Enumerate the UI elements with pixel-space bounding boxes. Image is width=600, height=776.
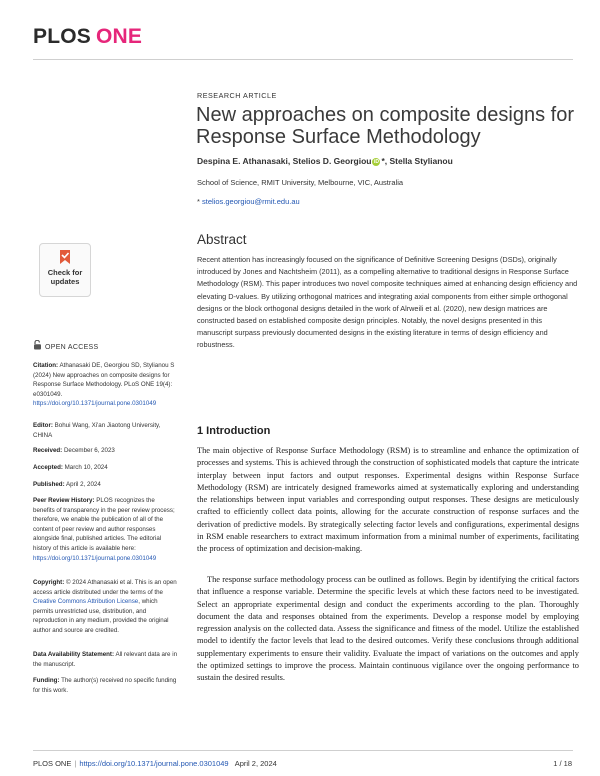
- abstract-text: Recent attention has increasingly focused on the significance of Definitive Screening Designs (DSDs), originally introduced by Jones and Nachtsheim (2011), as a compelling alternative to traditional designs in Response Surface Methodology (RSM). This paper introduces two novel composite techniques aimed at enhancing design efficiency and elevating D-values. By utilizing orthogonal matrices and integrating axial components from either simple orthogonal designs or the block orthogonal designs detailed in the work of Alrweili et al. (2020), new design matrices are constructed based on established composite design principles. Notably, the novel designs presented in this manuscript surpass previously documented designs in the existing literature in terms of design efficiency and robustness.: [197, 255, 578, 350]
- affiliation: School of Science, RMIT University, Melbourne, VIC, Australia: [197, 178, 404, 187]
- copyright-block: [33, 578, 178, 636]
- article-title: New approaches on composite designs for Response Surface Methodology: [196, 104, 574, 148]
- citation-text: Athanasaki DE, Georgiou SD, Stylianou S (2024) New approaches on composite designs for Response Surface Methodology. PLoS ONE 19(4): e0301049.: [33, 362, 175, 398]
- article-type: RESEARCH ARTICLE: [197, 91, 277, 100]
- citation-block: [33, 361, 178, 409]
- data-availability-block: [33, 650, 178, 669]
- logo-one: ONE: [95, 25, 143, 48]
- accepted-date: March 10, 2024: [64, 464, 108, 471]
- correspondence-marker: *: [197, 197, 203, 206]
- page-number: 1 / 18: [553, 759, 572, 768]
- journal-logo[interactable]: [33, 25, 142, 49]
- peer-review-link[interactable]: https://doi.org/10.1371/journal.pone.0301049: [33, 554, 157, 562]
- citation-doi-link[interactable]: https://doi.org/10.1371/journal.pone.0301049: [33, 400, 157, 408]
- funding-text: The author(s) received no specific funding for this work.: [33, 677, 177, 694]
- corresponding-marker: *,: [381, 156, 390, 166]
- open-lock-icon: [33, 340, 42, 350]
- copyright-label: Copyright:: [33, 579, 65, 586]
- copyright-text1: © 2024 Athanasaki et al. This is an open access article distributed under the terms of the: [33, 579, 177, 596]
- accepted-label: Accepted:: [33, 464, 63, 471]
- funding-label: Funding:: [33, 677, 60, 684]
- correspondence-email[interactable]: stelios.georgiou@rmit.edu.au: [202, 197, 300, 206]
- abstract-heading: Abstract: [197, 232, 247, 247]
- introduction-heading: 1 Introduction: [197, 425, 271, 437]
- peer-review-text: PLOS recognizes the benefits of transparency in the peer review process; therefore, we enable the publication of all of the content of peer review and author responses alongside final, published articles. The editorial history of this article is available here:: [33, 497, 175, 552]
- peer-review-label: Peer Review History:: [33, 497, 95, 504]
- footer-journal: PLOS ONE: [33, 759, 72, 768]
- published-block: [33, 480, 178, 490]
- page-footer: [33, 759, 277, 768]
- editor-label: Editor:: [33, 422, 53, 429]
- badge-text: [40, 268, 90, 286]
- open-access-text: OPEN ACCESS: [45, 344, 99, 351]
- published-date: April 2, 2024: [66, 481, 101, 488]
- copyright-text2: , which permits unrestricted use, distribution, and reproduction in any medium, provided the original author and source are credited.: [33, 598, 169, 634]
- orcid-icon[interactable]: iD: [373, 158, 379, 165]
- footer-divider: [33, 750, 573, 751]
- check-for-updates-badge[interactable]: [39, 243, 91, 297]
- received-block: [33, 446, 178, 456]
- open-access-label: [33, 340, 98, 351]
- editor-text: Bohui Wang, Xi'an Jiaotong University, CHINA: [33, 422, 161, 439]
- author-list: [197, 156, 453, 166]
- correspondence: [197, 197, 300, 206]
- footer-doi-link[interactable]: https://doi.org/10.1371/journal.pone.0301049: [79, 759, 229, 768]
- received-label: Received:: [33, 447, 63, 454]
- footer-date: April 2, 2024: [234, 759, 277, 768]
- logo-plos: PLOS: [33, 25, 91, 48]
- authors-last: Stella Stylianou: [389, 156, 453, 166]
- intro-paragraph-2: The response surface methodology process can be outlined as follows. Begin by identifying the critical factors that influence a response variable. Determine the specific levels at which these factors need to be investigated. Select an appropriate experimental design and conduct the experiments according to the plan. Thoroughly document the data and responses obtained from the experiments. Develop a response model by employing regression analysis on the collected data. Assess the significance and fitness of the model. Utilize the established model to identify the factor levels that lead to the desired outcomes. Verify these conclusions through additional supplementary experiments to ensure their validity. Evaluate the impact of variations on the outcomes and apply the optimized settings to improve the process. Maintain continuous vigilance over the ongoing performance to sustain the desired results.: [197, 575, 579, 683]
- editor-block: [33, 421, 178, 440]
- authors-first: Despina E. Athanasaki, Stelios D. Georgiou: [197, 156, 372, 166]
- accepted-block: [33, 463, 178, 473]
- published-label: Published:: [33, 481, 65, 488]
- peer-review-block: [33, 496, 178, 563]
- badge-line1: Check for: [47, 268, 83, 277]
- data-availability-label: Data Availability Statement:: [33, 651, 115, 658]
- badge-line2: updates: [50, 277, 80, 286]
- data-availability-text: All relevant data are in the manuscript.: [33, 651, 178, 668]
- header-divider: [33, 59, 573, 60]
- intro-paragraph-1: The main objective of Response Surface Methodology (RSM) is to streamline and enhance the optimization of processes and systems. This is achieved through the construction of sophisticated models that capture the intricate interplay between input factors and output responses. Experimental designs within Response Surface Methodology (RSM) are intricately designed frameworks aimed at systematically exploring and understanding the relationships between input variables and corresponding output responses. These designs are meticulously crafted to efficiently collect data points, allowing for the accurate construction of response surfaces and the derivation of predictive models. By strategically selecting factor levels and configurations, experimental designs in RSM enable researchers to extract maximum information from a minimal number of experiments, facilitating the process of optimization and decision-making.: [197, 446, 579, 554]
- citation-label: Citation:: [33, 362, 59, 369]
- funding-block: [33, 676, 178, 695]
- received-date: December 6, 2023: [63, 447, 115, 454]
- license-link[interactable]: Creative Commons Attribution License: [33, 598, 139, 606]
- footer-separator: |: [74, 759, 77, 768]
- bookmark-check-icon: [58, 249, 72, 265]
